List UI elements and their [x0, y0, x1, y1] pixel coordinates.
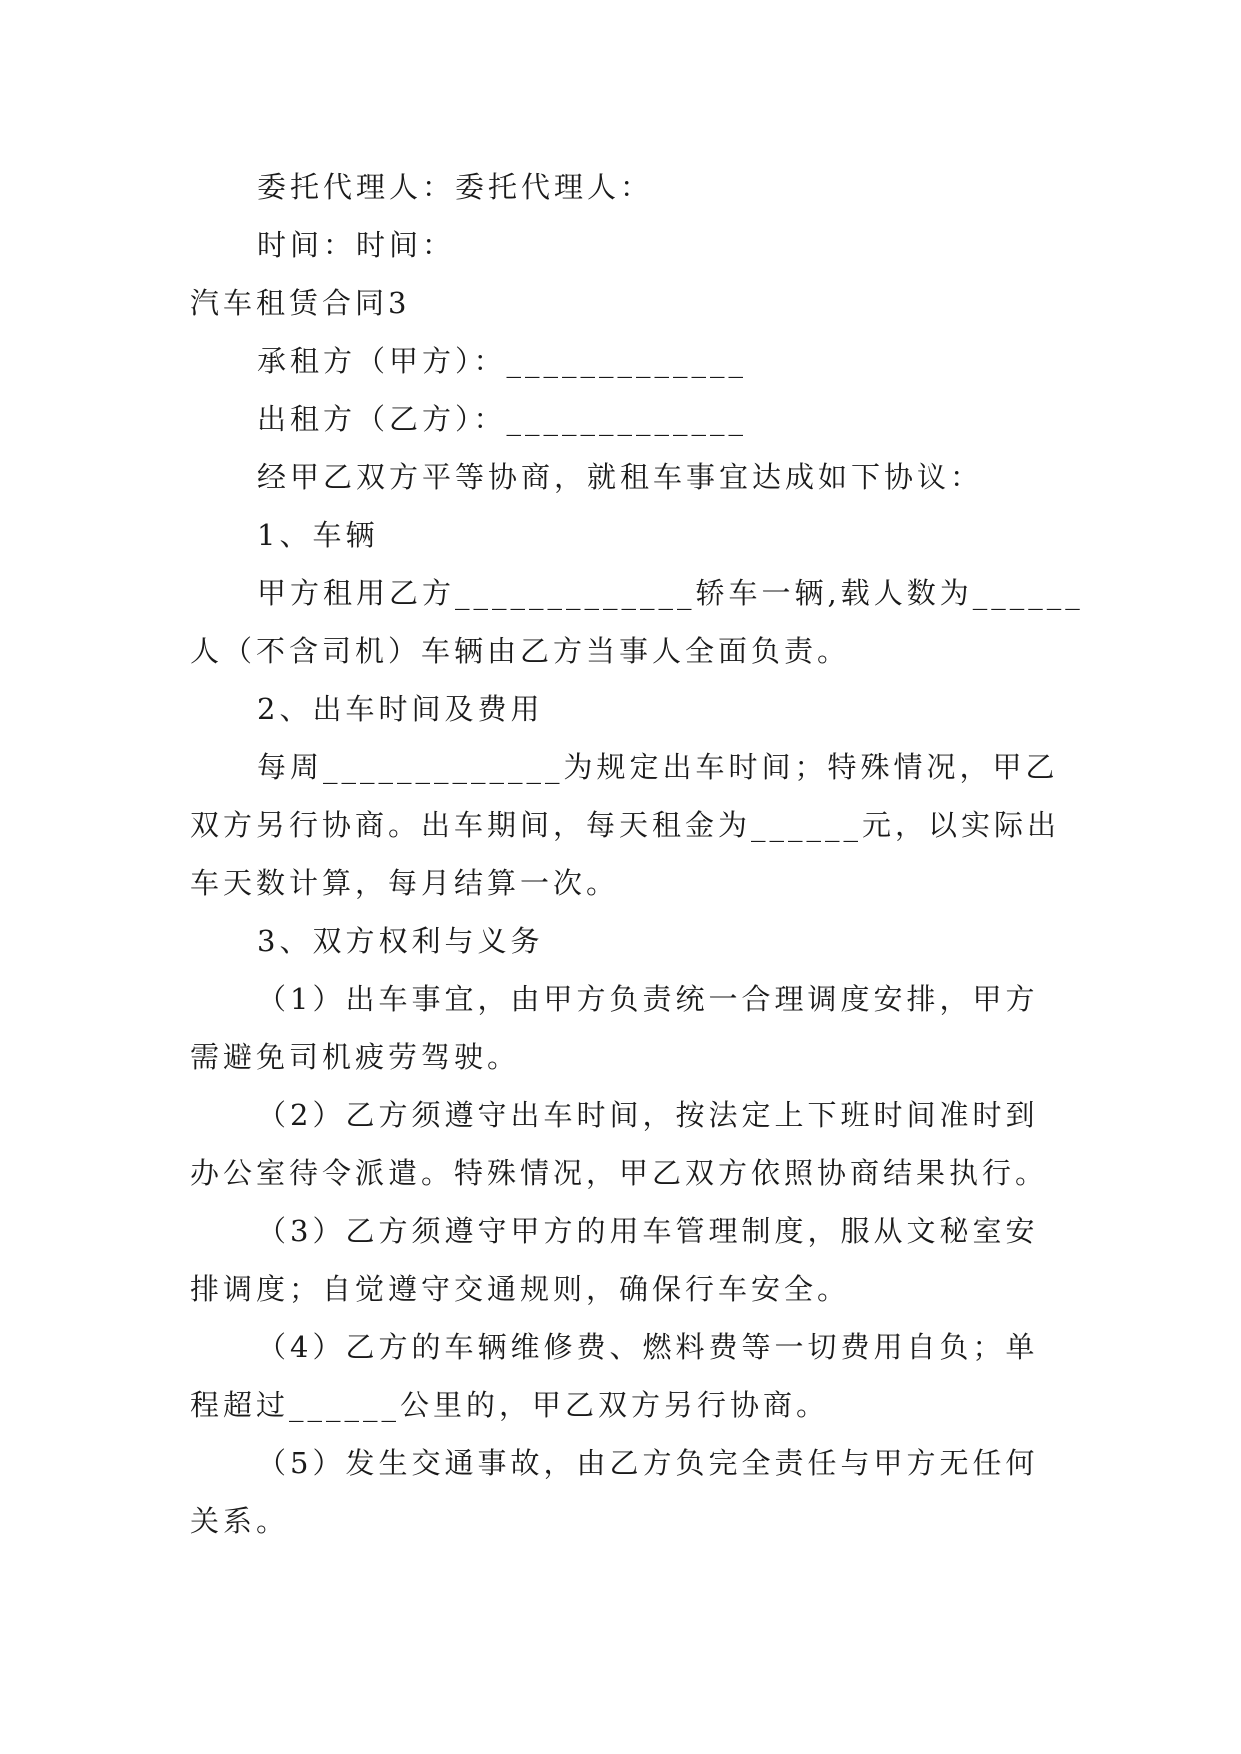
text-line: 双方另行协商。出车期间，每天租金为______元，以实际出 — [190, 808, 1061, 842]
clause-heading: 2、出车时间及费用 — [257, 692, 544, 726]
text-line: 车天数计算，每月结算一次。 — [190, 866, 620, 900]
text-line: 需避免司机疲劳驾驶。 — [190, 1040, 521, 1074]
text-line: 关系。 — [190, 1504, 290, 1538]
text-line: （1）出车事宜，由甲方负责统一合理调度安排，甲方 — [257, 982, 1039, 1016]
text-line: 排调度；自觉遵守交通规则，确保行车安全。 — [190, 1272, 851, 1306]
text-line: 甲方租用乙方_____________轿车一辆,载人数为______ — [257, 576, 1084, 610]
text-line: （4）乙方的车辆维修费、燃料费等一切费用自负；单 — [257, 1330, 1039, 1364]
text-line: （2）乙方须遵守出车时间，按法定上下班时间准时到 — [257, 1098, 1039, 1132]
text-line: 人（不含司机）车辆由乙方当事人全面负责。 — [190, 634, 851, 668]
text-line: 时间：时间： — [257, 228, 456, 262]
text-line: （5）发生交通事故，由乙方负完全责任与甲方无任何 — [257, 1446, 1039, 1480]
clause-heading: 1、车辆 — [257, 518, 379, 552]
text-line: 出租方（乙方）：_____________ — [257, 402, 748, 436]
text-line: 程超过______公里的，甲乙双方另行协商。 — [190, 1388, 830, 1422]
clause-heading: 3、双方权利与义务 — [257, 924, 544, 958]
text-line: 每周_____________为规定出车时间；特殊情况，甲乙 — [257, 750, 1059, 784]
text-line: 经甲乙双方平等协商，就租车事宜达成如下协议： — [257, 460, 984, 494]
text-line: 承租方（甲方）：_____________ — [257, 344, 748, 378]
text-line: （3）乙方须遵守甲方的用车管理制度，服从文秘室安 — [257, 1214, 1039, 1248]
text-line: 委托代理人：委托代理人： — [257, 170, 654, 204]
section-title: 汽车租赁合同3 — [190, 286, 411, 320]
text-line: 办公室待令派遣。特殊情况，甲乙双方依照协商结果执行。 — [190, 1156, 1049, 1190]
